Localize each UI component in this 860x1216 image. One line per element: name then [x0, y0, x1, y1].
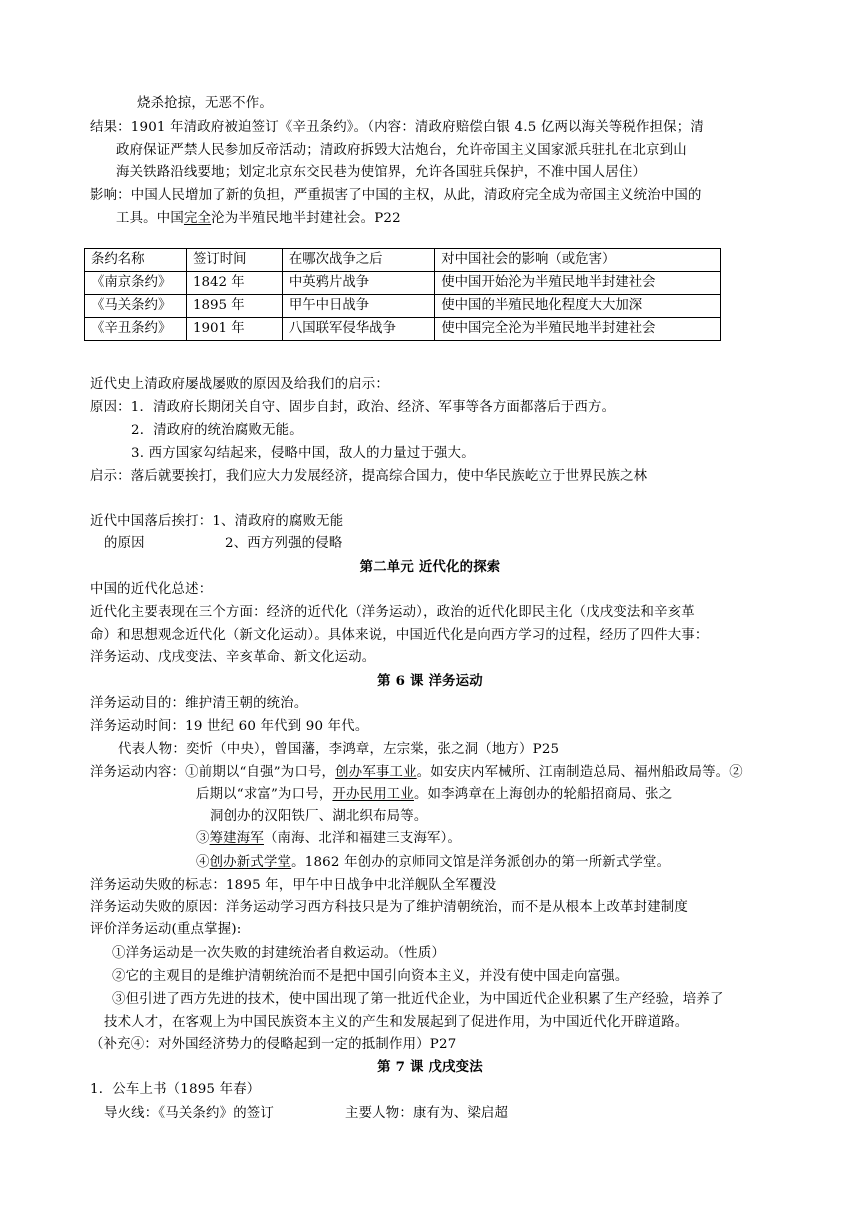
section-title: 中国的近代化总述：	[90, 582, 213, 597]
text-line	[196, 852, 670, 874]
table-row	[85, 272, 721, 295]
text-line	[196, 828, 461, 850]
table-row	[85, 295, 721, 318]
text-line: 命）和思想观念近代化（新文化运动）。具体来说，中国近代化是向西方学习的过程，经历了四件大事：	[90, 628, 709, 643]
table-cell: 中英鸦片战争	[282, 272, 434, 295]
text-line: 海关铁路沿线要地；划定北京东交民巷为使馆界，允许各国驻兵保护，不准中国人居住）	[116, 165, 647, 180]
underlined-text: 创办军事工业	[335, 765, 417, 780]
text-line: 结果：1901 年清政府被迫签订《辛丑条约》。（内容：清政府赔偿白银 4.5 亿两以海关等税作担保；清	[90, 120, 704, 135]
text-line: 技术人才，在客观上为中国民族资本主义的产生和发展起到了促进作用，为中国近代化开辟道路。	[104, 1015, 689, 1030]
table-header-row	[85, 249, 721, 272]
text-line: ②它的主观目的是维护清朝统治而不是把中国引向资本主义，并没有使中国走向富强。	[112, 969, 629, 984]
lesson-heading: 第 6 课 洋务运动	[377, 673, 483, 689]
lesson-heading: 第 7 课 戊戌变法	[377, 1059, 483, 1075]
table-cell: 使中国的半殖民地化程度大大加深	[435, 295, 721, 318]
table-cell: 《辛丑条约》	[85, 318, 187, 341]
text-line: （补充④：对外国经济势力的侵略起到一定的抵制作用）P27	[90, 1037, 457, 1052]
text-span: 。1862 年创办的京师同文馆是洋务派创办的第一所新式学堂。	[291, 855, 671, 870]
text-line: 洋务运动、戊戌变法、辛亥革命、新文化运动。	[90, 650, 376, 665]
text-span: （南海、北洋和福建三支海军）。	[263, 831, 462, 846]
treaty-table	[84, 248, 721, 341]
text-span: 后期以“求富”为口号，	[196, 787, 333, 802]
text-line	[90, 762, 743, 784]
underlined-text: 筹建海军	[209, 831, 264, 846]
text-line: 3. 西方国家勾结起来，侵略中国，敌人的力量过于强大。	[131, 446, 475, 461]
section-title: 近代史上清政府屡战屡败的原因及给我们的启示：	[90, 377, 389, 392]
text-span: 洋务运动内容：①前期以“自强”为口号，	[90, 765, 336, 780]
text-line: 原因：1．清政府长期闭关自守、固步自封，政治、经济、军事等各方面都落后于西方。	[90, 400, 616, 415]
table-cell: 1895 年	[186, 295, 282, 318]
table-cell: 《马关条约》	[85, 295, 187, 318]
text-span: 。如李鸿章在上海创办的轮船招商局、张之	[413, 787, 673, 802]
table-cell: 使中国完全沦为半殖民地半封建社会	[435, 318, 721, 341]
table-cell: 1842 年	[186, 272, 282, 295]
text-line: 洋务运动失败的原因：洋务运动学习西方科技只是为了维护清朝统治，而不是从根本上改革封建制度	[90, 900, 688, 915]
text-line: 洋务运动时间：19 世纪 60 年代到 90 年代。	[90, 719, 369, 734]
underlined-text: 开办民用工业	[332, 787, 414, 802]
text-span: 。如安庆内军械所、江南制造总局、福州船政局等。②	[416, 765, 743, 780]
text-line: 政府保证严禁人民参加反帝活动；清政府拆毁大沽炮台，允许帝国主义国家派兵驻扎在北京到山	[116, 143, 687, 158]
text-line: 洞创办的汉阳铁厂、湖北织布局等。	[210, 809, 428, 824]
text-line: ①洋务运动是一次失败的封建统治者自救运动。（性质）	[112, 946, 446, 961]
table-cell: 八国联军侵华战争	[282, 318, 434, 341]
text-line: 代表人物：奕忻（中央），曾国藩，李鸿章，左宗棠，张之洞（地方）P25	[118, 742, 560, 757]
text-line: 2、西方列强的侵略	[225, 536, 343, 551]
text-line	[116, 208, 401, 230]
text-line: 主要人物：康有为、梁启超	[345, 1106, 509, 1121]
text-line: 导火线：《马关条约》的签订	[104, 1106, 274, 1121]
text-line: 1．公车上书（1895 年春）	[90, 1082, 261, 1097]
text-line: 近代中国落后挨打：1、清政府的腐败无能	[90, 514, 344, 529]
text-line: 2．清政府的统治腐败无能。	[131, 423, 303, 438]
underlined-text: 创办新式学堂	[209, 855, 292, 870]
table-header-cell: 在哪次战争之后	[282, 249, 434, 272]
underlined-text: 完全	[183, 211, 212, 226]
table-header-cell: 对中国社会的影响（或危害）	[435, 249, 721, 272]
text-span: 工具。中国	[116, 211, 184, 226]
text-span: ④	[196, 855, 210, 870]
table-cell: 使中国开始沦为半殖民地半封建社会	[435, 272, 721, 295]
unit-heading: 第二单元 近代化的探索	[359, 559, 501, 575]
text-line: 洋务运动失败的标志：1895 年，甲午中日战争中北洋舰队全军覆没	[90, 878, 497, 893]
text-line: 烧杀抢掠，无恶不作。	[137, 96, 273, 111]
text-line: 洋务运动目的：维护清王朝的统治。	[90, 696, 308, 711]
text-line: ③但引进了西方先进的技术，使中国出现了第一批近代企业，为中国近代企业积累了生产经验，培养了	[112, 992, 724, 1007]
text-span: ③	[196, 831, 210, 846]
table-cell: 《南京条约》	[85, 272, 187, 295]
table-header-cell: 条约名称	[85, 249, 187, 272]
table-header-cell: 签订时间	[186, 249, 282, 272]
text-line: 启示：落后就要挨打，我们应大力发展经济，提高综合国力，使中华民族屹立于世界民族之林	[90, 469, 648, 484]
section-title: 评价洋务运动(重点掌握):	[90, 922, 242, 937]
table-cell: 1901 年	[186, 318, 282, 341]
table-cell: 甲午中日战争	[282, 295, 434, 318]
text-span: 沦为半殖民地半封建社会。P22	[211, 211, 401, 226]
text-line: 影响：中国人民增加了新的负担，严重损害了中国的主权，从此，清政府完全成为帝国主义统治中国的	[90, 188, 702, 203]
table-row	[85, 318, 721, 341]
text-line: 近代化主要表现在三个方面：经济的近代化（洋务运动），政治的近代化即民主化（戊戌变法和辛亥革	[90, 605, 695, 620]
text-line: 的原因	[104, 536, 145, 551]
text-line	[196, 784, 672, 806]
